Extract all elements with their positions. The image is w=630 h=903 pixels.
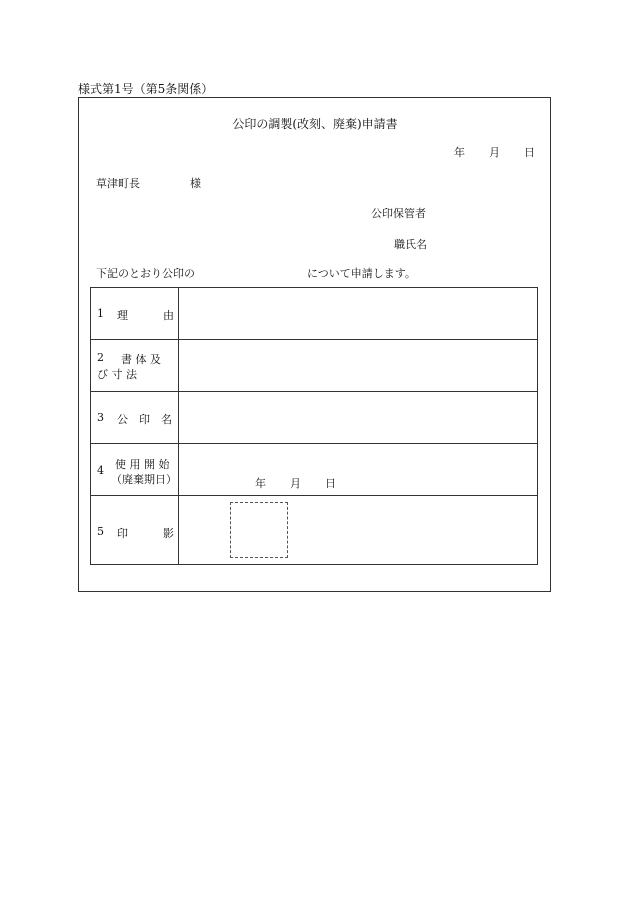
typeface-size-field[interactable]: [183, 342, 535, 389]
row-4-day-label: 日: [325, 477, 336, 490]
date-year-label: 年: [454, 146, 465, 159]
row-divider: [91, 339, 537, 340]
row-5-label-b: 影: [163, 527, 174, 540]
row-divider: [91, 391, 537, 392]
row-2-label-line1: 書 体 及: [121, 353, 161, 366]
row-3-label: 公 印 名: [117, 413, 172, 426]
form-id: 様式第1号（第5条関係）: [78, 82, 214, 96]
row-4-number: 4: [97, 464, 104, 477]
applicant-role: 公印保管者: [371, 207, 426, 220]
application-table: [90, 287, 538, 565]
row-5-number: 5: [97, 525, 104, 538]
row-4-year-label: 年: [255, 477, 266, 490]
row-1-number: 1: [97, 307, 104, 320]
addressee-honorific: 様: [190, 177, 201, 190]
row-4-label-line2: （廃棄期日）: [111, 473, 177, 486]
row-4-month-label: 月: [290, 477, 301, 490]
date-month-label: 月: [489, 146, 500, 159]
reason-field[interactable]: [183, 290, 535, 337]
applicant-name-label: 職氏名: [394, 238, 427, 251]
request-text-prefix: 下記のとおり公印の: [96, 267, 195, 280]
row-3-number: 3: [97, 411, 104, 424]
row-1-label-a: 理: [117, 309, 128, 322]
row-4-label-line1: 使 用 開 始: [115, 458, 170, 471]
seal-name-field[interactable]: [183, 394, 535, 441]
seal-impression-box[interactable]: [230, 502, 288, 558]
row-2-number: 2: [97, 351, 104, 364]
row-1-label-b: 由: [163, 309, 174, 322]
row-divider: [91, 495, 537, 496]
row-divider: [91, 443, 537, 444]
addressee-name: 草津町長: [96, 177, 140, 190]
request-text-suffix: について申請します。: [307, 267, 416, 280]
table-column-divider: [178, 288, 179, 564]
date-day-label: 日: [524, 146, 535, 159]
start-date-field[interactable]: [183, 446, 535, 493]
row-5-label-a: 印: [117, 527, 128, 540]
row-2-label-line2: び 寸 法: [97, 368, 137, 381]
form-title: 公印の調製(改刻、廃棄)申請書: [232, 117, 398, 131]
